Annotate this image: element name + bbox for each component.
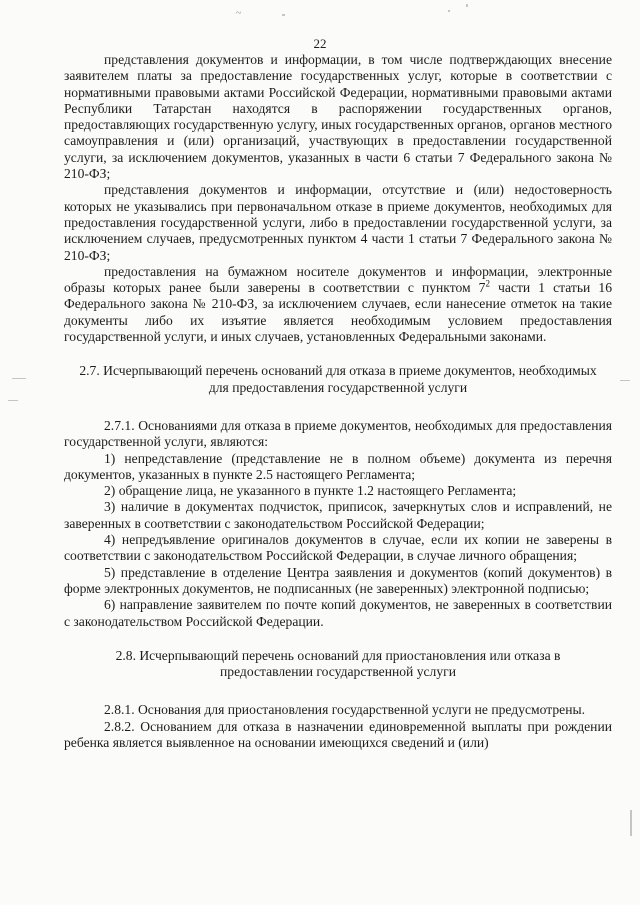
list-item: 6) направление заявителем по почте копий документов, не заверенных в соответствии с законодательством Российской Федерации.: [64, 597, 612, 629]
scan-artifact: ~: [236, 8, 242, 19]
scan-speck: [630, 810, 632, 836]
paragraph: 2.7.1. Основаниями для отказа в приеме документов, необходимых для предоставления государственной услуги, являются:: [64, 417, 612, 450]
scan-speck: [12, 378, 26, 379]
scan-speck: [8, 400, 18, 401]
list-item: 1) непредставление (представление не в полном объеме) документа из перечня документов, указанных в пункте 2.5 настоящего Регламента;: [64, 450, 612, 482]
superscript: 2: [485, 278, 490, 289]
paragraph: представления документов и информации, в том числе подтверждающих внесение заявителем платы за предоставление государственных услуг, которые в соответствии с нормативными правовыми актами Российской Федерации, нормативными правовыми актами Республики Татарстан находятся в распоряжении государственных органов, предоставляющих государственную услугу, иных государственных органов, органов местного самоуправления и (или) организаций, участвующих в предоставлении государственной услуги, за исключением документов, указанных в части 6 статьи 7 Федерального закона № 210-ФЗ;: [64, 52, 612, 182]
paragraph: представления документов и информации, отсутствие и (или) недостоверность которых не указывались при первоначальном отказе в приеме документов, необходимых для предоставления государственной услуги, либо в предоставлении государственной услуги, за исключением случаев, предусмотренных пунктом 4 части 1 статьи 7 Федерального закона № 210-ФЗ;: [64, 182, 612, 263]
list-item: 5) представление в отделение Центра заявления и документов (копий документов) в форме электронных документов, не подписанных (не заверенных) электронной подписью;: [64, 564, 612, 596]
document-body: [64, 52, 612, 751]
scan-speck: [466, 4, 468, 7]
section-heading-2-7: 2.7. Исчерпывающий перечень оснований для отказа в приеме документов, необходимых для предоставления государственной услуги: [79, 363, 597, 395]
scan-speck: [282, 14, 285, 16]
paragraph-with-superscript: [64, 264, 612, 345]
list-item: 2) обращение лица, не указанного в пункте 1.2 настоящего Регламента;: [104, 483, 517, 499]
scan-speck: [620, 380, 630, 381]
paragraph: 2.8.1. Основания для приостановления государственной услуги не предусмотрены.: [104, 702, 585, 718]
paragraph: 2.8.2. Основанием для отказа в назначении единовременной выплаты при рождении ребенка является выявленное на основании имеющихся сведений и (или): [64, 718, 612, 750]
list-item: 3) наличие в документах подчисток, приписок, зачеркнутых слов и исправлений, не заверенных в соответствии с законодательством Российской Федерации;: [64, 499, 612, 531]
scan-speck: [448, 10, 450, 12]
paragraph-text: части 1 статьи 16 Федерального закона № 210-ФЗ, за исключением случаев, если нанесение отметок на такие документы либо их изъятие является необходимым условием предоставления государственной услуги, и иных случаев, установленных Федеральными законами.: [64, 280, 612, 345]
page-number: 22: [313, 36, 327, 51]
section-heading-2-8: 2.8. Исчерпывающий перечень оснований для приостановления или отказа в предоставлении государственной услуги: [115, 647, 561, 680]
paragraph-text: предоставления на бумажном носителе документов и информации, электронные образы которых ранее были заверены в соответствии с пунктом 7: [64, 263, 612, 296]
list-item: 4) непредъявление оригиналов документов в случае, если их копии не заверены в соответствии с законодательством Российской Федерации, в случае личного обращения;: [64, 532, 612, 564]
